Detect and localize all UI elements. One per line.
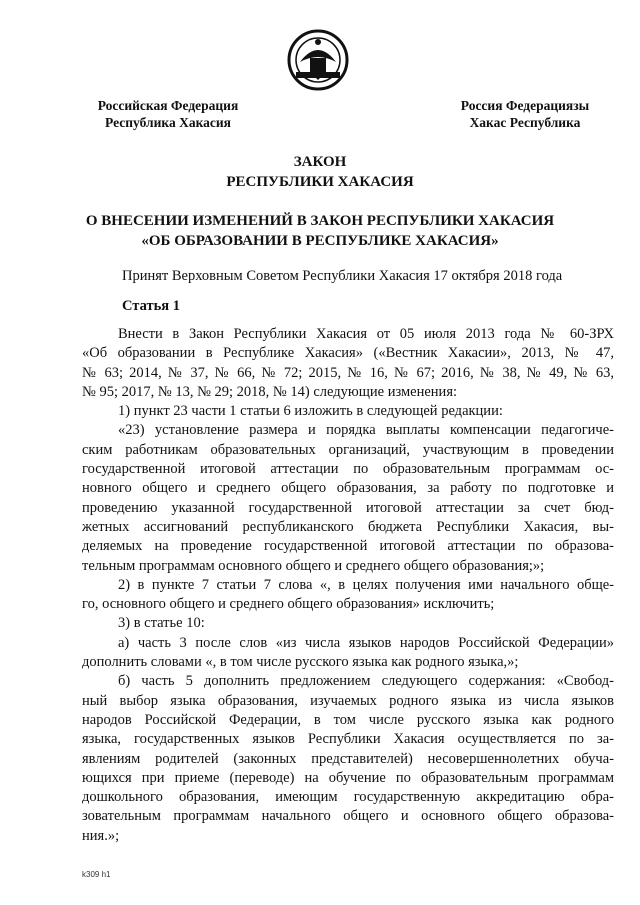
law-subtitle-line-1: О ВНЕСЕНИИ ИЗМЕНЕНИЙ В ЗАКОН РЕСПУБЛИКИ ХАКАСИЯ bbox=[85, 213, 555, 229]
body-line: зовательным программам начального общего и основного общего образова- bbox=[82, 808, 614, 825]
body-line: Внести в Закон Республики Хакасия от 05 июля 2013 года № 60-ЗРХ bbox=[118, 326, 614, 342]
coat-of-arms-emblem bbox=[286, 28, 350, 92]
body-line: «23) установление размера и порядка выплаты компенсации педагогиче- bbox=[118, 422, 614, 439]
header-right-block bbox=[450, 97, 600, 131]
body-line: 1) пункт 23 части 1 статьи 6 изложить в следующей редакции: bbox=[118, 403, 503, 420]
law-title-line-1: ЗАКОН bbox=[293, 154, 347, 170]
header-right-line-1: Россия Федерациязы bbox=[460, 98, 590, 113]
body-line: 3) в статье 10: bbox=[118, 615, 205, 632]
header-left-block bbox=[88, 97, 248, 131]
body-line: тельным программам основного общего и среднего общего образования;»; bbox=[82, 557, 545, 574]
law-title bbox=[0, 152, 640, 192]
body-line: «Об образовании в Республике Хакасия» («Вестник Хакасии», 2013, № 47, bbox=[82, 345, 614, 362]
body-line: № 95; 2017, № 13, № 29; 2018, № 14) следующие изменения: bbox=[82, 383, 458, 400]
footer-code: k309 h1 bbox=[82, 870, 111, 879]
body-line: деляемых на проведение государственной итоговой аттестации по образова- bbox=[82, 538, 614, 555]
body-line: б) часть 5 дополнить предложением следующего содержания: «Свобод- bbox=[118, 673, 614, 690]
body-line: ния.»; bbox=[82, 827, 120, 844]
adoption-note: Принят Верховным Советом Республики Хакасия 17 октября 2018 года bbox=[122, 268, 563, 284]
article-heading: Статья 1 bbox=[122, 298, 180, 314]
body-line: явлениям родителей (законных представителей) несовершеннолетних обуча- bbox=[82, 750, 614, 767]
law-title-line-2: РЕСПУБЛИКИ ХАКАСИЯ bbox=[226, 174, 414, 190]
law-subtitle-line-2: «ОБ ОБРАЗОВАНИИ В РЕСПУБЛИКЕ ХАКАСИЯ» bbox=[141, 233, 499, 249]
header-left-line-1: Российская Федерация bbox=[97, 98, 239, 113]
body-line: а) часть 3 после слов «из числа языков народов Российской Федерации» bbox=[118, 634, 614, 651]
body-line: дополнить словами «, в том числе русского языка как родного языка,»; bbox=[82, 654, 519, 671]
body-line: народов Российской Федерации, в том числе русского языка как родного bbox=[82, 711, 614, 728]
header-right-line-2: Хакас Республика bbox=[469, 115, 581, 130]
body-line: проведению указанной государственной итоговой аттестации за счет бюд- bbox=[82, 499, 614, 516]
law-subtitle bbox=[0, 211, 640, 251]
body-line: го, основного общего и среднего общего образования» исключить; bbox=[82, 596, 495, 613]
body-line: новного общего и среднего общего образования, за работу по подготовке и bbox=[82, 480, 614, 497]
body-line: ющихся при приеме (переводе) на обучение по образовательным программам bbox=[82, 769, 614, 786]
body-line: № 63; 2014, № 37, № 66, № 72; 2015, № 16, № 67; 2016, № 38, № 49, № 63, bbox=[82, 364, 614, 381]
body-line: ским работникам образовательных организаций, участвующим в проведении bbox=[82, 441, 614, 458]
body-line: жетных ассигнований республиканского бюджета Республики Хакасия, вы- bbox=[82, 518, 614, 535]
body-line: дошкольного образования, имеющим государственную аккредитацию обра- bbox=[82, 789, 614, 806]
header-left-line-2: Республика Хакасия bbox=[105, 115, 231, 130]
body-line: государственной итоговой аттестации по образовательным программам ос- bbox=[82, 461, 614, 478]
document-body bbox=[82, 325, 614, 846]
body-line: языка, государственных языков Республики Хакасия осуществляется по за- bbox=[82, 731, 614, 748]
body-line: ный выбор языка образования, изучаемых родного языка из числа языков bbox=[82, 692, 614, 709]
body-line: 2) в пункте 7 статьи 7 слова «, в целях получения ими начального обще- bbox=[118, 576, 614, 593]
